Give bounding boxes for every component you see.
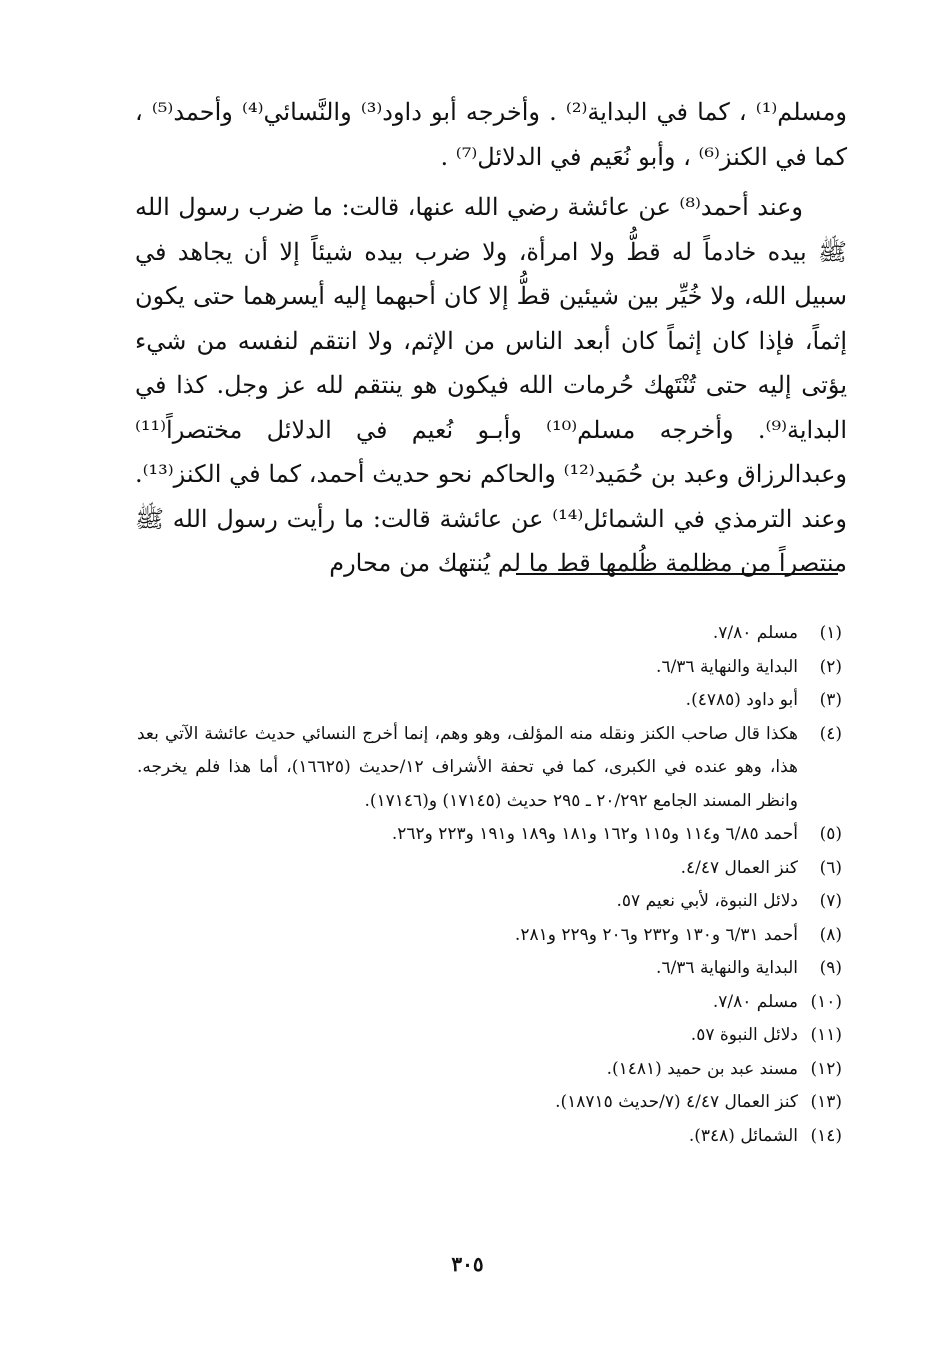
footnote-number: (٦) (819, 857, 842, 878)
footnote-number: (١٣) (810, 1092, 842, 1112)
footnote-text: مسلم ٧/٨٠. (712, 623, 798, 643)
footnote-text: البداية والنهاية ٦/٣٦. (656, 958, 798, 978)
paragraph-1: ومسلم⁽¹⁾ ، كما في البداية⁽²⁾ . وأخرجه أبو داود⁽³⁾ والنَّسائي⁽⁴⁾ وأحمد⁽⁵⁾ ، كما في الكنز⁽⁶⁾ ، وأبو نُعَيم في الدلائل⁽⁷⁾ . (135, 98, 848, 171)
footnote-number: (١٤) (810, 1125, 842, 1146)
footnote-number: (١٠) (810, 991, 842, 1012)
footnote-text: أحمد ٦/٨٥ و١١٤ و١١٥ و١٦٢ و١٨١ و١٨٩ و١٩١ و٢٢٣ و٢٦٢. (391, 824, 798, 844)
footnote-number: (١) (819, 623, 842, 643)
main-text-body (135, 90, 847, 586)
footnote-number: (١١) (810, 1025, 842, 1045)
footnote-item (137, 1120, 842, 1154)
footnote-text: دلائل النبوة، لأبي نعيم ٥٧. (616, 891, 798, 911)
page-number: ٣٠٥ (451, 1252, 484, 1276)
footnote-item (137, 617, 842, 651)
footnote-separator (516, 573, 838, 575)
footnote-text: كنز العمال ٤/٤٧ (٧/حديث ١٨٧١٥). (555, 1092, 798, 1112)
footnote-text: هكذا قال صاحب الكنز ونقله منه المؤلف، وهو وهم، إنما أخرج النسائي حديث عائشة الآتي بعد هذا، وهو عنده في الكبرى، كما في تحفة الأشراف ١٢/حديث (١٦٦٢٥)، أما هذا فلم يخرجه. وانظر المسند الجامع ٢٠/٢٩٢ ـ ٢٩٥ حديث (١٧١٤٥) و(١٧١٤٦). (137, 723, 798, 811)
footnote-item (137, 919, 842, 953)
footnote-number: (٤) (819, 723, 842, 744)
footnote-text: أبو داود (٤٧٨٥). (685, 690, 798, 710)
footnote-number: (٨) (819, 924, 842, 945)
footnotes-list (137, 617, 842, 1153)
footnote-text: الشمائل (٣٤٨). (688, 1125, 798, 1146)
footnote-item (137, 718, 842, 819)
footnote-text: مسلم ٧/٨٠. (712, 991, 798, 1012)
footnote-item (137, 986, 842, 1020)
footnote-text: البداية والنهاية ٦/٣٦. (656, 656, 798, 677)
footnote-item (137, 885, 842, 919)
footnote-item (137, 952, 842, 986)
footnote-number: (٢) (819, 656, 842, 677)
footnote-number: (٩) (819, 958, 842, 978)
footnote-text: دلائل النبوة ٥٧. (690, 1025, 798, 1045)
footnote-item (137, 818, 842, 852)
footnote-number: (١٢) (810, 1058, 842, 1079)
footnote-item (137, 684, 842, 718)
footnote-item (137, 1086, 842, 1120)
footnote-number: (٧) (819, 891, 842, 911)
footnote-number: (٥) (819, 824, 842, 844)
footnote-item (137, 651, 842, 685)
paragraph-2: وعند أحمد⁽⁸⁾ عن عائشة رضي الله عنها، قالت: ما ضرب رسول الله ﷺ بيده خادماً له قطُّ ولا امرأة، ولا ضرب بيده شيئاً إلا أن يجاهد في سبيل الله، ولا خُيِّر بين شيئين قطُّ إلا كان أحبهما إليه أيسرهما حتى يكون إثماً، فإذا كان إثماً كان أبعد الناس من الإثم، ولا انتقم لنفسه من شيء يؤتى إليه حتى تُنْتَهك حُرمات الله فيكون هو ينتقم لله عز وجل. كذا في البداية⁽⁹⁾. وأخرجه مسلم⁽¹⁰⁾ وأبـو نُعيم في الدلائل مختصراً⁽¹¹⁾ وعبدالرزاق وعبد بن حُمَيد⁽¹²⁾ والحاكم نحو حديث أحمد، كما في الكنز⁽¹³⁾. وعند الترمذي في الشمائل⁽¹⁴⁾ عن عائشة قالت: ما رأيت رسول الله ﷺ منتصراً من مظلمة ظُلمها قط ما لم يُنتهك من محارم (135, 193, 847, 577)
footnote-number: (٣) (819, 690, 842, 710)
footnote-text: مسند عبد بن حميد (١٤٨١). (606, 1058, 798, 1079)
footnote-item (137, 852, 842, 886)
footnote-text: أحمد ٦/٣١ و١٣٠ و٢٣٢ و٢٠٦ و٢٢٩ و٢٨١. (514, 924, 798, 945)
footnote-item (137, 1053, 842, 1087)
footnote-text: كنز العمال ٤/٤٧. (680, 857, 798, 878)
footnote-item (137, 1019, 842, 1053)
